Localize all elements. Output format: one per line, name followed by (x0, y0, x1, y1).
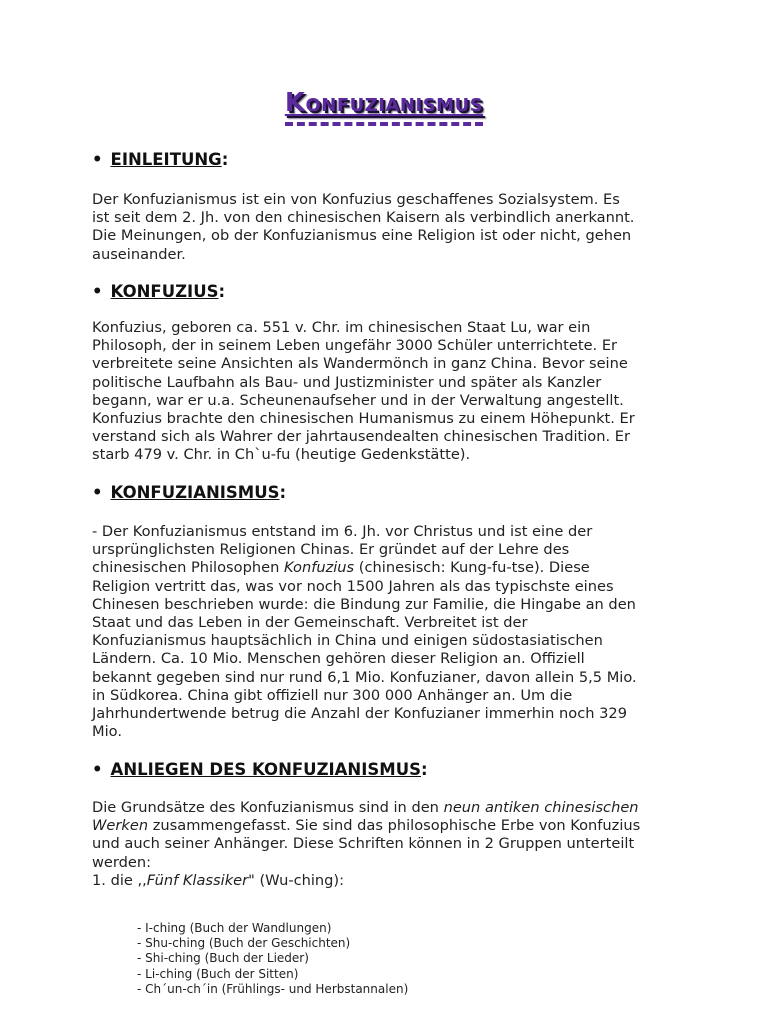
text-line (92, 559, 692, 577)
text-line: begann, war er u.a. Scheunenaufseher und in der Verwaltung angestellt. (92, 391, 624, 409)
paragraph-konfuzianismus (92, 523, 692, 741)
text-run: chinesischen Philosophen (92, 559, 284, 577)
paragraph-anliegen (92, 799, 692, 890)
text-line (92, 872, 692, 890)
heading-text: EINLEITUNG (110, 150, 222, 169)
text-line: politische Laufbahn als Bau- und Justizminister und später als Kanzler (92, 373, 602, 391)
list-item: - Shi-ching (Buch der Lieder) (137, 951, 309, 966)
section-heading-konfuzius (92, 282, 225, 301)
list-item: - Shu-ching (Buch der Geschichten) (137, 936, 351, 951)
bullet-icon: • (92, 760, 103, 779)
text-line: Philosoph, der in seinem Leben ungefähr 3000 Schüler unterrichtete. Er (92, 337, 618, 355)
text-line (92, 817, 692, 835)
text-line: Konfuzius brachte den chinesischen Humanismus zu einem Höhepunkt. Er (92, 410, 635, 428)
list-item: - I-ching (Buch der Wandlungen) (137, 921, 332, 935)
heading-text: KONFUZIANISMUS (110, 483, 280, 502)
text-run: Die Grundsätze des Konfuzianismus sind in den (92, 799, 444, 816)
text-line: Mio. (92, 723, 122, 741)
text-line: Ländern. Ca. 10 Mio. Menschen gehören dieser Religion an. Offiziell (92, 650, 585, 668)
heading-text: KONFUZIUS (110, 282, 219, 301)
title-container (0, 88, 768, 126)
text-line: bekannt gegeben sind nur rund 6,1 Mio. Konfuzianer, davon allein 5,5 Mio. (92, 668, 637, 686)
text-line (92, 799, 692, 817)
text-run: (chinesisch: Kung-fu-tse). Diese (354, 559, 590, 577)
text-line: in Südkorea. China gibt offiziell nur 300 000 Anhänger an. Um die (92, 686, 573, 704)
heading-colon: : (279, 483, 287, 502)
text-line: Der Konfuzianismus ist ein von Konfuzius geschaffenes Sozialsystem. Es (92, 191, 620, 208)
text-line: ist seit dem 2. Jh. von den chinesischen Kaisern als verbindlich anerkannt. (92, 209, 635, 227)
text-line: auseinander. (92, 245, 186, 263)
section-heading-konfuzianismus (92, 483, 286, 502)
emphasis-text: Werken (92, 817, 149, 835)
text-run: 1. die ,, (92, 871, 147, 889)
emphasis-text: neun antiken chinesischen (443, 799, 639, 816)
section-heading-einleitung (92, 150, 228, 169)
list-item: - Ch´un-ch´in (Frühlings- und Herbstannalen) (137, 981, 409, 996)
document-title: Konfuzianismus (285, 88, 483, 126)
section-heading-anliegen (92, 760, 428, 779)
wu-ching-list (137, 921, 408, 997)
text-line: ursprünglichsten Religionen Chinas. Er gründet auf der Lehre des (92, 541, 570, 559)
text-line: - Der Konfuzianismus entstand im 6. Jh. vor Christus und ist eine der (92, 523, 593, 540)
text-line: Konfuzianismus hauptsächlich in China und einigen südostasiatischen (92, 632, 603, 650)
paragraph-einleitung (92, 191, 692, 264)
text-line: verstand sich als Wahrer der jahrtausendealten chinesischen Tradition. Er (92, 428, 630, 446)
paragraph-konfuzius (92, 319, 692, 465)
text-run: " (Wu-ching): (248, 871, 345, 889)
emphasis-text: Fünf Klassiker (146, 871, 249, 889)
text-line: Religion vertritt das, was vor noch 1500 Jahren als das typischste eines (92, 577, 614, 595)
text-line: Chinesen beschrieben wurde: die Bindung zur Familie, die Hingabe an den (92, 595, 636, 613)
text-line: Konfuzius, geboren ca. 551 v. Chr. im chinesischen Staat Lu, war ein (92, 319, 591, 336)
heading-colon: : (420, 760, 428, 779)
text-line: verbreitete seine Ansichten als Wandermönch in ganz China. Bevor seine (92, 355, 628, 373)
text-line: Die Meinungen, ob der Konfuzianismus eine Religion ist oder nicht, gehen (92, 227, 632, 245)
bullet-icon: • (92, 282, 103, 301)
text-line: und auch seiner Anhänger. Diese Schriften können in 2 Gruppen unterteilt (92, 835, 635, 853)
text-line: starb 479 v. Chr. in Ch`u-fu (heutige Gedenkstätte). (92, 446, 471, 464)
heading-colon: : (218, 282, 226, 301)
text-run: zusammengefasst. Sie sind das philosophische Erbe von Konfuzius (148, 817, 641, 835)
text-line: werden: (92, 853, 152, 871)
text-line: Jahrhundertwende betrug die Anzahl der Konfuzianer immerhin noch 329 (92, 705, 627, 723)
emphasis-text: Konfuzius (283, 559, 355, 577)
text-line: Staat und das Leben in der Gemeinschaft. Verbreitet ist der (92, 614, 528, 632)
bullet-icon: • (92, 483, 103, 502)
heading-colon: : (221, 150, 229, 169)
list-item: - Li-ching (Buch der Sitten) (137, 966, 299, 981)
heading-text: ANLIEGEN DES KONFUZIANISMUS (110, 760, 421, 779)
bullet-icon: • (92, 150, 103, 169)
